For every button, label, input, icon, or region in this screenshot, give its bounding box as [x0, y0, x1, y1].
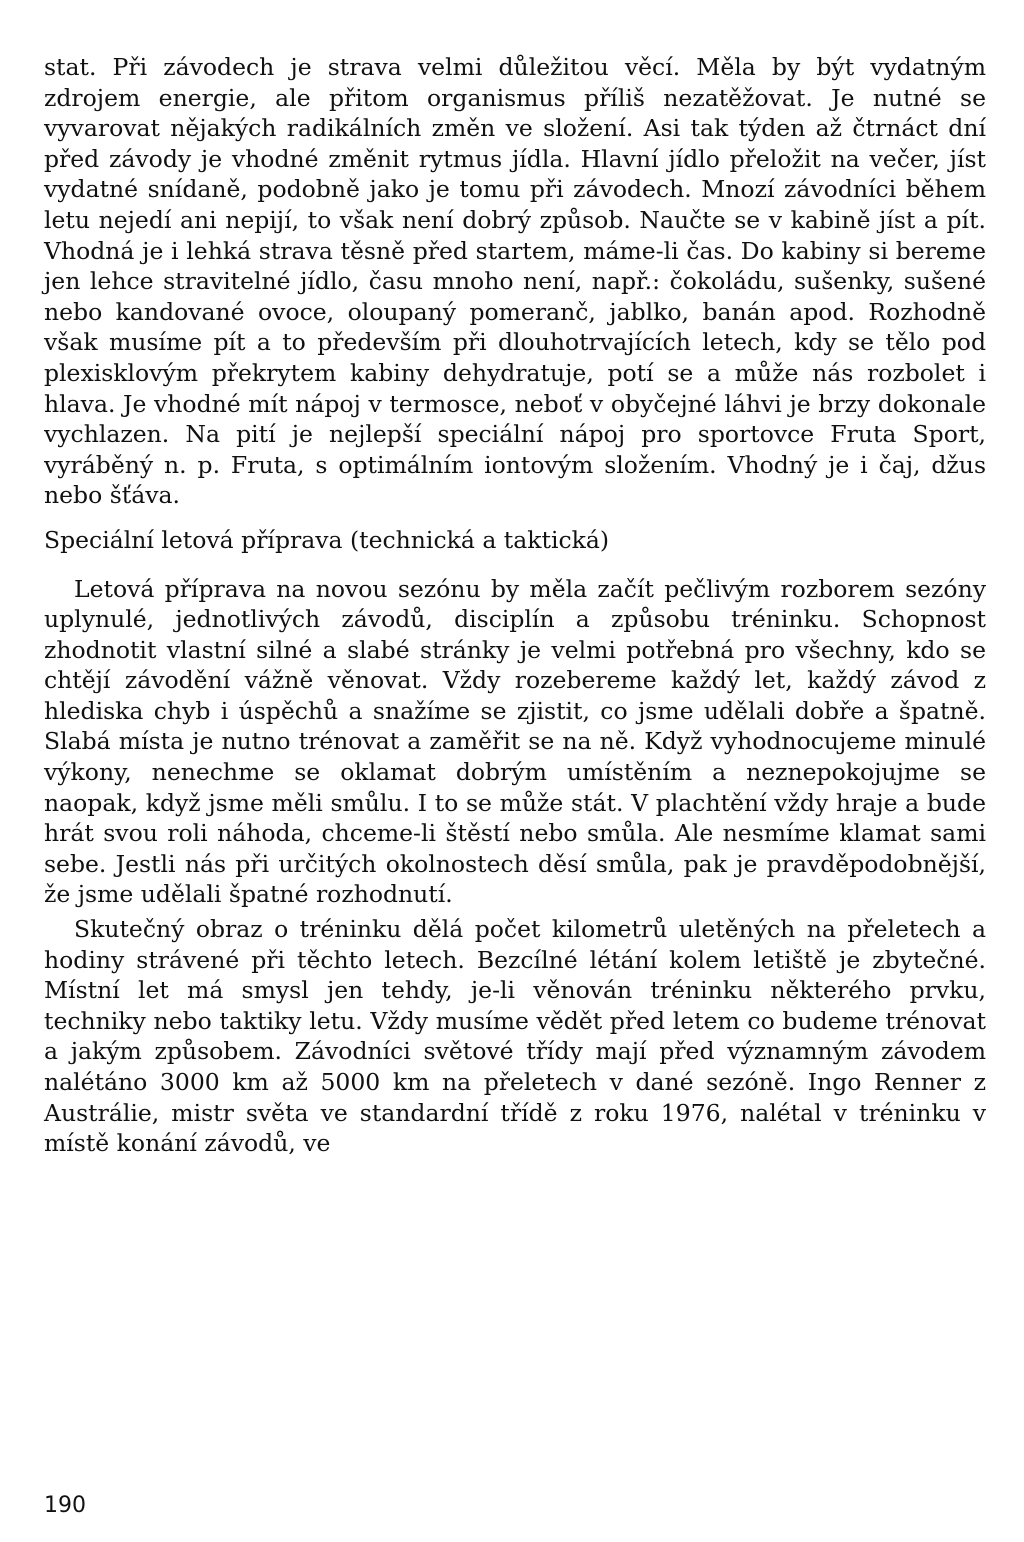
paragraph-flight-preparation: Letová příprava na novou sezónu by měla začít pečlivým rozborem sezóny uplynulé, jednotlivých závodů, disciplín a způsobu tréninku. Schopnost zhodnotit vlastní silné a slabé stránky je velmi potřebná pro všechny, kdo se chtějí závodění vážně věnovat. Vždy rozebereme každý let, každý závod z hlediska chyb i úspěchů a snažíme se zjistit, co jsme udělali dobře a špatně. Slabá místa je nutno trénovat a zaměřit se na ně. Když vyhodnocujeme minulé výkony, nenechme se oklamat dobrým umístěním a neznepokojujme se naopak, když jsme měli smůlu. I to se může stát. V plachtění vždy hraje a bude hrát svou roli náhoda, chceme-li štěstí nebo smůla. Ale nesmíme klamat sami sebe. Jestli nás při určitých okolnostech děsí smůla, pak je pravděpodobnější, že jsme udělali špatné rozhodnutí.: [44, 574, 986, 909]
paragraph-training-picture: Skutečný obraz o tréninku dělá počet kilometrů uletěných na přeletech a hodiny strávené při těchto letech. Bezcílné létání kolem letiště je zbytečné. Místní let má smysl jen tehdy, je-li věnován tréninku některého prvku, techniky nebo taktiky letu. Vždy musíme vědět před letem co budeme trénovat a jakým způsobem. Závodníci světové třídy mají před významným závodem nalétáno 3000 km až 5000 km na přeletech v dané sezóně. Ingo Renner z Austrálie, mistr světa ve standardní třídě z roku 1976, nalétal v tréninku v místě konání závodů, ve: [44, 915, 986, 1158]
section-heading: Speciální letová příprava (technická a taktická): [44, 525, 610, 554]
page-body: [44, 52, 986, 1159]
paragraph-diet: stat. Při závodech je strava velmi důležitou věcí. Měla by být vydatným zdrojem energie, ale přitom organismus příliš nezatěžovat. Je nutné se vyvarovat nějakých radikálních změn ve složení. Asi tak týden až čtrnáct dní před závody je vhodné změnit rytmus jídla. Hlavní jídlo přeložit na večer, jíst vydatné snídaně, podobně jako je tomu při závodech. Mnozí závodníci během letu nejedí ani nepijí, to však není dobrý způsob. Naučte se v kabině jíst a pít. Vhodná je i lehká strava těsně před startem, máme-li čas. Do kabiny si bereme jen lehce stravitelné jídlo, času mnoho není, např.: čokoládu, sušenky, sušené nebo kandované ovoce, oloupaný pomeranč, jablko, banán apod. Rozhodně však musíme pít a to především při dlouhotrvajících letech, kdy se tělo pod plexisklovým překrytem kabiny dehydratuje, potí se a může nás rozbolet i hlava. Je vhodné mít nápoj v termosce, neboť v obyčejné láhvi je brzy dokonale vychlazen. Na pití je nejlepší speciální nápoj pro sportovce Fruta Sport, vyráběný n. p. Fruta, s optimálním iontovým složením. Vhodný je i čaj, džus nebo šťáva.: [44, 53, 986, 510]
page-number: 190: [44, 1493, 86, 1518]
